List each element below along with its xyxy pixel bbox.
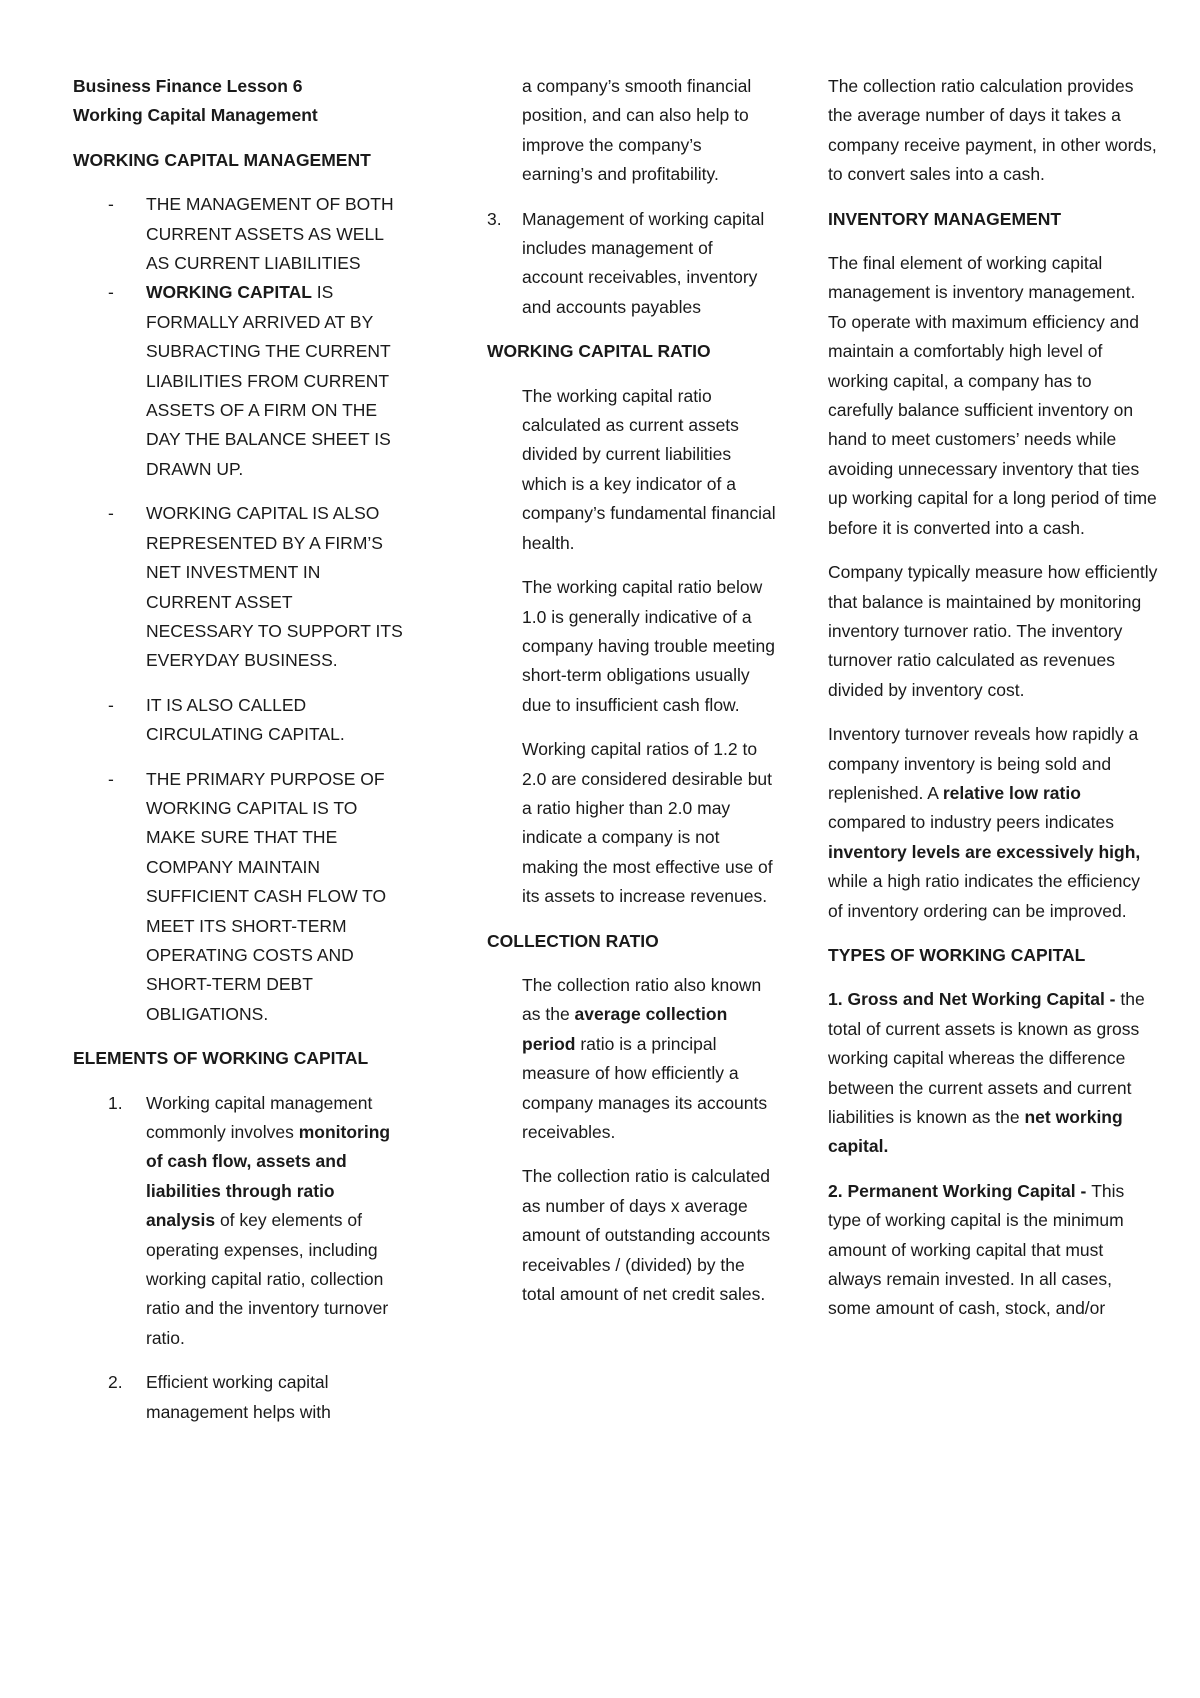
- paragraph: The collection ratio calculation provides the average number of days it takes a company receive payment, in other words, to convert sales into a cash.: [828, 76, 1157, 185]
- column-1: [73, 72, 403, 1442]
- list-item: The working capital ratio below 1.0 is generally indicative of a company having trouble meeting short-term obligations usually due to insufficient cash flow.: [522, 577, 775, 715]
- list-item: 1. Working capital management commonly involves monitoring of cash flow, assets and liabilities through ratio analysis of key elements of operating expenses, including working capital ratio, collection ratio and the inventory turnover ratio.: [73, 1089, 403, 1354]
- doc-title-line-2: Working Capital Management: [73, 105, 318, 126]
- definition-list: [73, 190, 403, 1029]
- heading-collection-ratio: COLLECTION RATIO: [487, 930, 659, 951]
- list-item: The working capital ratio calculated as current assets divided by current liabilities which is a key indicator of a company’s fundamental financial health.: [522, 385, 776, 553]
- paragraph: 2. Permanent Working Capital - This type of working capital is the minimum amount of working capital that must always remain invested. In all cases, some amount of cash, stock, and/or: [828, 1180, 1125, 1319]
- heading-working-capital-management: WORKING CAPITAL MANAGEMENT: [73, 149, 371, 170]
- paragraph: The final element of working capital management is inventory management. To operate with maximum efficiency and maintain a comfortably high level of working capital, a company has to carefully balance sufficient inventory on hand to meet customers’ needs while avoiding unnecessary inventory that ties up working capital for a long period of time before it is converted into a cash.: [828, 253, 1157, 538]
- list-item-continuation: a company’s smooth financial position, and can also help to improve the company’s earning’s and profitability.: [522, 76, 752, 185]
- list-item: - THE PRIMARY PURPOSE OF WORKING CAPITAL IS TO MAKE SURE THAT THE COMPANY MAINTAIN SUFFICIENT CASH FLOW TO MEET ITS SHORT-TERM OPERATING COSTS AND SHORT-TERM DEBT OBLIGATIONS.: [73, 765, 403, 1030]
- list-item: Working capital ratios of 1.2 to 2.0 are considered desirable but a ratio higher than 2.0 may indicate a company is not making the most effective use of its assets to increase revenues.: [522, 739, 773, 907]
- collection-list: [487, 971, 777, 1309]
- list-item: - IT IS ALSO CALLED CIRCULATING CAPITAL.: [73, 691, 403, 750]
- heading-working-capital-ratio: WORKING CAPITAL RATIO: [487, 341, 711, 362]
- column-3: [828, 72, 1158, 1339]
- paragraph: Inventory turnover reveals how rapidly a company inventory is being sold and replenished. A relative low ratio compared to industry peers indicates inventory levels are excessively high, while a high ratio indicates the efficiency of inventory ordering can be improved.: [828, 724, 1141, 921]
- list-item: - WORKING CAPITAL IS FORMALLY ARRIVED AT BY SUBRACTING THE CURRENT LIABILITIES FROM CURRENT ASSETS OF A FIRM ON THE DAY THE BALANCE SHEET IS DRAWN UP.: [73, 278, 403, 484]
- list-item: - THE MANAGEMENT OF BOTH CURRENT ASSETS AS WELL AS CURRENT LIABILITIES: [73, 190, 403, 278]
- list-number: 2.: [108, 1372, 123, 1393]
- list-item: 2. Efficient working capital management helps with: [73, 1368, 403, 1427]
- list-number: 3.: [487, 208, 502, 229]
- list-item: - WORKING CAPITAL IS ALSO REPRESENTED BY A FIRM’S NET INVESTMENT IN CURRENT ASSET NECESSARY TO SUPPORT ITS EVERYDAY BUSINESS.: [73, 499, 403, 675]
- doc-title-line-1: Business Finance Lesson 6: [73, 76, 303, 96]
- list-item: 3. Management of working capital includes management of account receivables, inventory and accounts payables: [487, 205, 777, 323]
- elements-list: [73, 1089, 403, 1427]
- paragraph: 1. Gross and Net Working Capital - the total of current assets is known as gross working capital whereas the difference between the current assets and current liabilities is known as the net working capital.: [828, 989, 1145, 1157]
- heading-inventory-management: INVENTORY MANAGEMENT: [828, 208, 1062, 229]
- elements-list-continued: [487, 205, 777, 323]
- heading-elements-of-working-capital: ELEMENTS OF WORKING CAPITAL: [73, 1048, 369, 1069]
- list-item: The collection ratio is calculated as number of days x average amount of outstanding accounts receivables / (divided) by the total amount of net credit sales.: [522, 1166, 771, 1305]
- column-2: [487, 72, 777, 1324]
- ratio-list: [487, 382, 777, 912]
- list-number: 1.: [108, 1092, 123, 1113]
- list-item: The collection ratio also known as the average collection period ratio is a principal measure of how efficiently a company manages its accounts receivables.: [522, 974, 768, 1142]
- paragraph: Company typically measure how efficiently that balance is maintained by monitoring inventory turnover ratio. The inventory turnover ratio calculated as revenues divided by inventory cost.: [828, 562, 1158, 700]
- heading-types-of-working-capital: TYPES OF WORKING CAPITAL: [828, 944, 1086, 965]
